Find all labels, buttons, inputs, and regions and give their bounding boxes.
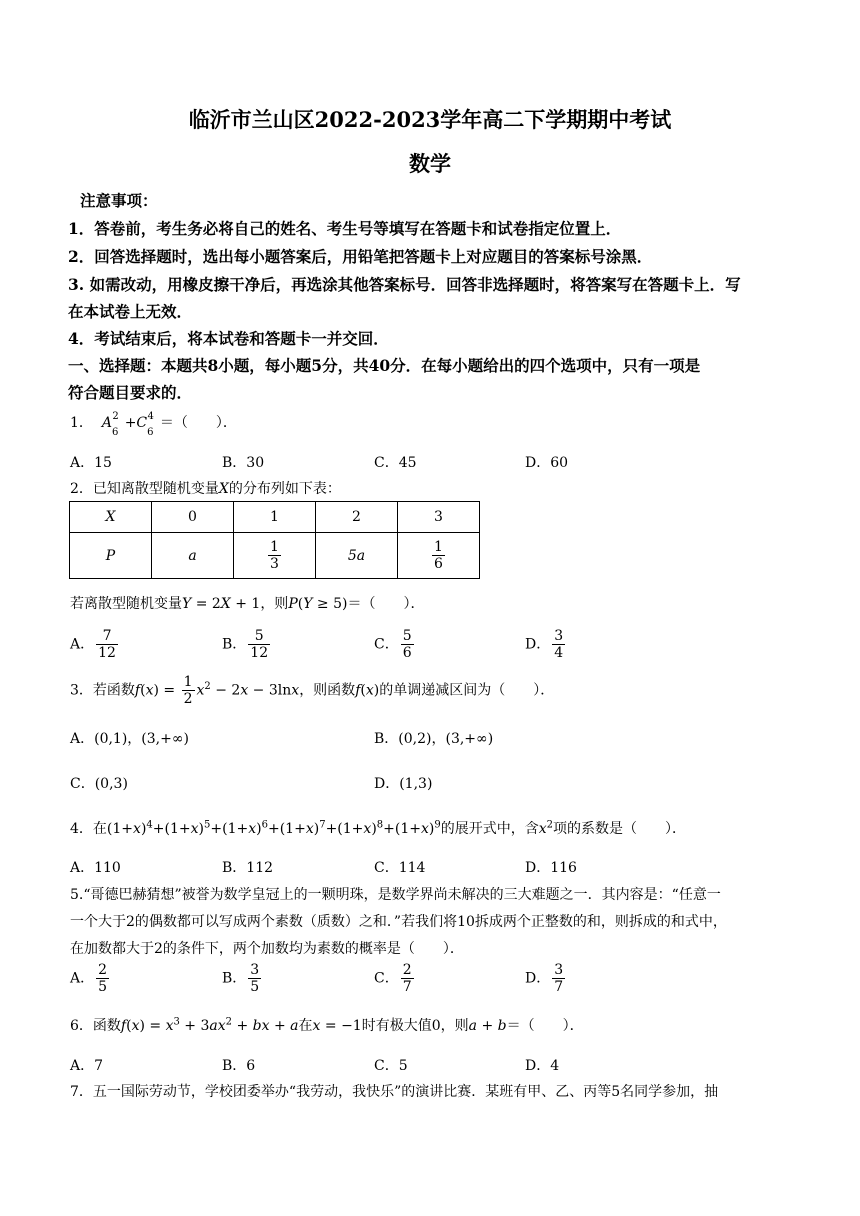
table-cell: $\frac{1}{6}$ xyxy=(398,533,480,579)
table-cell: 0 xyxy=(152,502,234,533)
question-3: 3．若函数f(x) = $\frac{1}{2}$ $x^2 - 2x - 3\ln x$，则函数f(x)的单调递减区间为（ ）． xyxy=(70,674,555,708)
notice-item-1: 1．答卷前，考生务必将自己的姓名、考生号等填写在答题卡和试卷指定位置上． xyxy=(68,219,622,238)
question-4: 4．在$(1+x)^4+(1+x)^5+(1+x)^6+(1+x)^7+(1+x)^8+(1+x)^9$的展开式中，含$x^2$项的系数是（ ）． xyxy=(70,819,687,837)
table-cell: 3 xyxy=(398,502,480,533)
q2-option-b: B． $\frac{5}{12}$ xyxy=(222,628,269,662)
page-subtitle: 数学 xyxy=(409,151,451,176)
q1-option-a: A．15 xyxy=(70,455,112,471)
q5-option-a: A． $\frac{2}{5}$ xyxy=(70,962,108,996)
question-1: 1． $A_6^2 +C_6^4$ ＝（ ）． xyxy=(70,411,237,438)
table-cell: a xyxy=(152,533,234,579)
q1-option-c: C．45 xyxy=(374,455,417,471)
table-cell: P xyxy=(70,533,152,579)
section-heading-cont: 符合题目要求的． xyxy=(68,383,193,402)
page-title: 临沂市兰山区2022-2023学年高二下学期期中考试 xyxy=(188,107,672,132)
notice-heading: 注意事项： xyxy=(80,191,158,210)
q6-option-d: D．4 xyxy=(525,1058,560,1074)
q2-option-c: C． $\frac{5}{6}$ xyxy=(374,628,412,662)
q3-option-d: D．(1,3) xyxy=(374,776,433,792)
section-heading: 一、选择题：本题共8小题，每小题5分，共40分．在每小题给出的四个选项中，只有一项是 xyxy=(68,356,701,375)
q6-option-b: B．6 xyxy=(222,1058,256,1074)
q1-stem-suffix: ＝（ ）． xyxy=(159,415,237,431)
table-cell: 2 xyxy=(316,502,398,533)
q2-option-d: D． $\frac{3}{4}$ xyxy=(525,628,564,662)
question-5-line-2: 一个大于2的偶数都可以写成两个素数（质数）之和．”若我们将10拆成两个正整数的和，则拆成的和式中， xyxy=(70,914,727,930)
notice-item-3-cont: 在本试卷上无效． xyxy=(68,302,193,321)
question-2-condition: 若离散型随机变量Y = 2X + 1，则P(Y ≥ 5)＝（ ）． xyxy=(70,596,425,612)
question-5-line-3: 在加数都大于2的条件下，两个加数均为素数的概率是（ ）． xyxy=(70,941,464,957)
notice-item-2: 2．回答选择题时，选出每小题答案后，用铅笔把答题卡上对应题目的答案标号涂黑． xyxy=(68,247,653,266)
q3-option-c: C．(0,3) xyxy=(70,776,128,792)
q2-stem-b: 的分布列如下表： xyxy=(228,481,341,497)
question-5-line-1: 5.“哥德巴赫猜想”被誉为数学皇冠上的一颗明珠，是数学界尚未解决的三大难题之一．其内容是：“任意一 xyxy=(70,887,721,903)
table-cell: $\frac{1}{3}$ xyxy=(234,533,316,579)
q4-option-c: C．114 xyxy=(374,860,426,876)
table-cell: 5a xyxy=(316,533,398,579)
q1-option-d: D．60 xyxy=(525,455,569,471)
distribution-table xyxy=(69,501,480,579)
q4-option-b: B．112 xyxy=(222,860,274,876)
notice-item-4: 4．考试结束后，将本试卷和答题卡一并交回． xyxy=(68,329,389,348)
q5-option-b: B． $\frac{3}{5}$ xyxy=(222,962,260,996)
q6-option-a: A．7 xyxy=(70,1058,104,1074)
q4-option-d: D．116 xyxy=(525,860,577,876)
q3-option-a: A．(0,1)，(3,+∞) xyxy=(70,731,189,747)
q5-option-d: D． $\frac{3}{7}$ xyxy=(525,962,564,996)
question-2-stem: 2．已知离散型随机变量X的分布列如下表： xyxy=(70,481,341,497)
q6-option-c: C．5 xyxy=(374,1058,408,1074)
question-7-line-1: 7．五一国际劳动节，学校团委举办“我劳动，我快乐”的演讲比赛．某班有甲、乙、丙等5名同学参加，抽 xyxy=(70,1084,719,1100)
q5-option-c: C． $\frac{2}{7}$ xyxy=(374,962,412,996)
notice-item-3: 3. 如需改动，用橡皮擦干净后，再选涂其他答案标号．回答非选择题时，将答案写在答题卡上．写 xyxy=(68,275,741,294)
q2-stem-a: 2．已知离散型随机变量 xyxy=(70,481,219,497)
table-cell: X xyxy=(70,502,152,533)
q1-option-b: B．30 xyxy=(222,455,265,471)
q4-option-a: A．110 xyxy=(70,860,121,876)
question-6: 6．函数$f(x) = x^3 + 3ax^2$ + bx + a在x = −1时有极大值0，则a + b＝（ ）． xyxy=(70,1016,584,1034)
table-cell: 1 xyxy=(234,502,316,533)
q3-option-b: B．(0,2)，(3,+∞) xyxy=(374,731,494,747)
q2-option-a: A． $\frac{7}{12}$ xyxy=(70,628,116,662)
